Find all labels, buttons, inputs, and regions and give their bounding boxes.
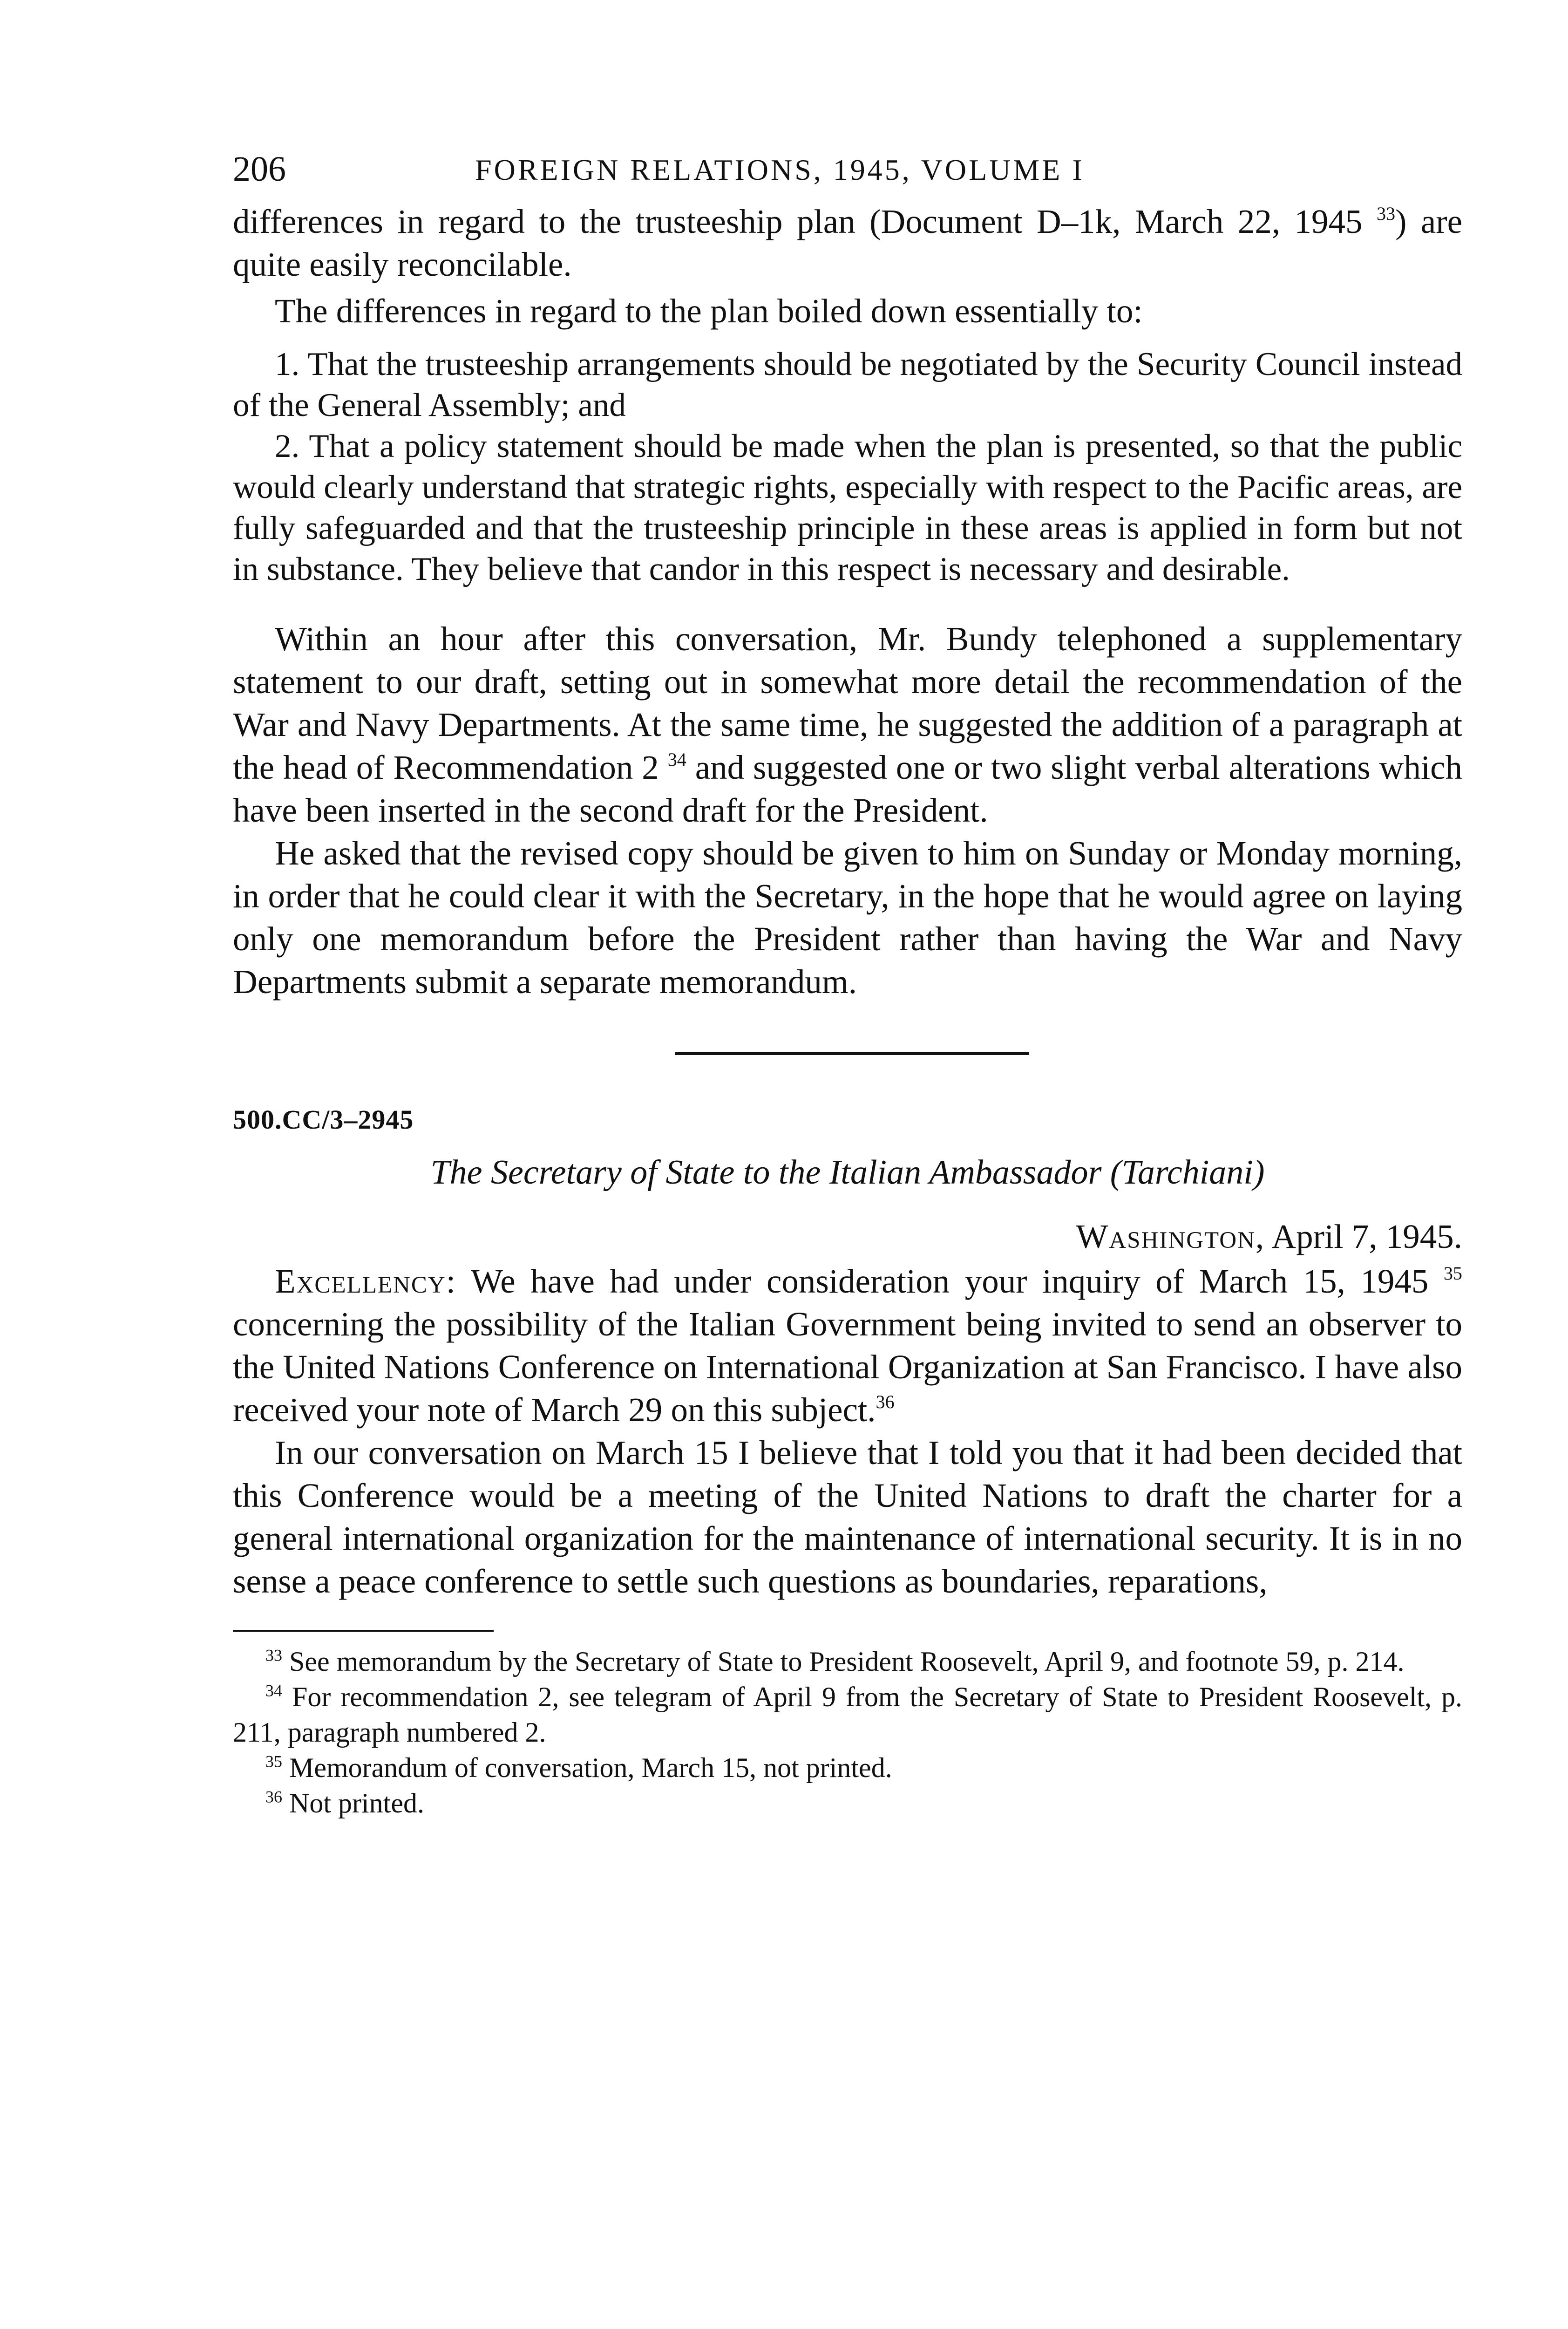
book-page: [233, 149, 1462, 1821]
dateline: [233, 1217, 1462, 1256]
running-title: FOREIGN RELATIONS, 1945, VOLUME I: [475, 153, 1085, 186]
numbered-list: [233, 344, 1462, 590]
document-title: The Secretary of State to the Italian Ambassador (Tarchiani): [430, 1153, 1265, 1192]
running-head: [233, 149, 1462, 200]
letter-paragraph-2: In our conversation on March 15 I believe that I told you that it had been decided that this Conference would be a meeting of the United Nations to draft the charter for a general international organization for the maintenance of international security. It is in no sense a peace conference to settle such questions as boundaries, reparations,: [233, 1434, 1462, 1600]
salutation: Excellency:: [275, 1262, 457, 1300]
dateline-date: April 7, 1945.: [1265, 1218, 1462, 1255]
paragraph-continued: differences in regard to the trusteeship plan (Document D–1k, March 22, 1945 $^{33}$) are quite easily reconcilable.: [233, 203, 1462, 283]
page-number: 206: [233, 150, 286, 189]
footnote-ref-33: 33: [1376, 203, 1396, 224]
footnote: $^{36}$ Not printed.: [265, 1787, 424, 1818]
footnote-ref-34: 34: [667, 749, 686, 770]
footnote: $^{35}$ Memorandum of conversation, March 15, not printed.: [265, 1752, 892, 1783]
paragraph-differences: The differences in regard to the plan boiled down essentially to:: [275, 292, 1143, 330]
memo-continuation: [233, 200, 1462, 1003]
footnote: $^{33}$ See memorandum by the Secretary of State to President Roosevelt, April 9, and footnote 59, p. 214.: [265, 1646, 1405, 1677]
file-number: 500.CC/3–2945: [233, 1104, 414, 1135]
paragraph-revised-copy: He asked that the revised copy should be given to him on Sunday or Monday morning, in order that he could clear it with the Secretary, in the hope that he would agree on laying only one memorandum before the President rather than having the War and Navy Departments submit a separate memorandum.: [233, 834, 1462, 1001]
footnote: $^{34}$ For recommendation 2, see telegram of April 9 from the Secretary of State to President Roosevelt, p. 211, paragraph numbered 2.: [233, 1681, 1462, 1748]
list-item-1: 1. That the trusteeship arrangements should be negotiated by the Security Council instead of the General Assembly; and: [233, 346, 1462, 423]
list-item-2: 2. That a policy statement should be made when the plan is presented, so that the public would clearly understand that strategic rights, especially with respect to the Pacific areas, are fully safeguarded and that the trusteeship principle in these areas is applied in form but not in substance. They believe that candor in this respect is necessary and desirable.: [233, 428, 1462, 587]
footnote-ref-36: 36: [876, 1391, 895, 1412]
footnotes: [233, 1644, 1462, 1821]
footnote-divider: [233, 1630, 494, 1632]
footnote-ref-35: 35: [1443, 1262, 1462, 1284]
dateline-place: Washington,: [1076, 1218, 1265, 1255]
paragraph-bundy: Within an hour after this conversation, Mr. Bundy telephoned a supplementary statement to our draft, setting out in somewhat more detail the recommendation of the War and Navy Departments. At the same time, he suggested the addition of a paragraph at the head of Recommendation 2 $^{34}$ and suggested one or two slight verbal alterations which have been inserted in the second draft for the President.: [233, 620, 1463, 829]
letter-document: [233, 1104, 1462, 1603]
section-divider: [675, 1052, 1029, 1055]
letter-paragraph-1: Excellency: We have had under consideration your inquiry of March 15, 1945 $^{35}$ concerning the possibility of the Italian Government being invited to send an observer to the United Nations Conference on International Organization at San Francisco. I have also received your note of March 29 on this subject.$^{36}$: [233, 1262, 1463, 1429]
